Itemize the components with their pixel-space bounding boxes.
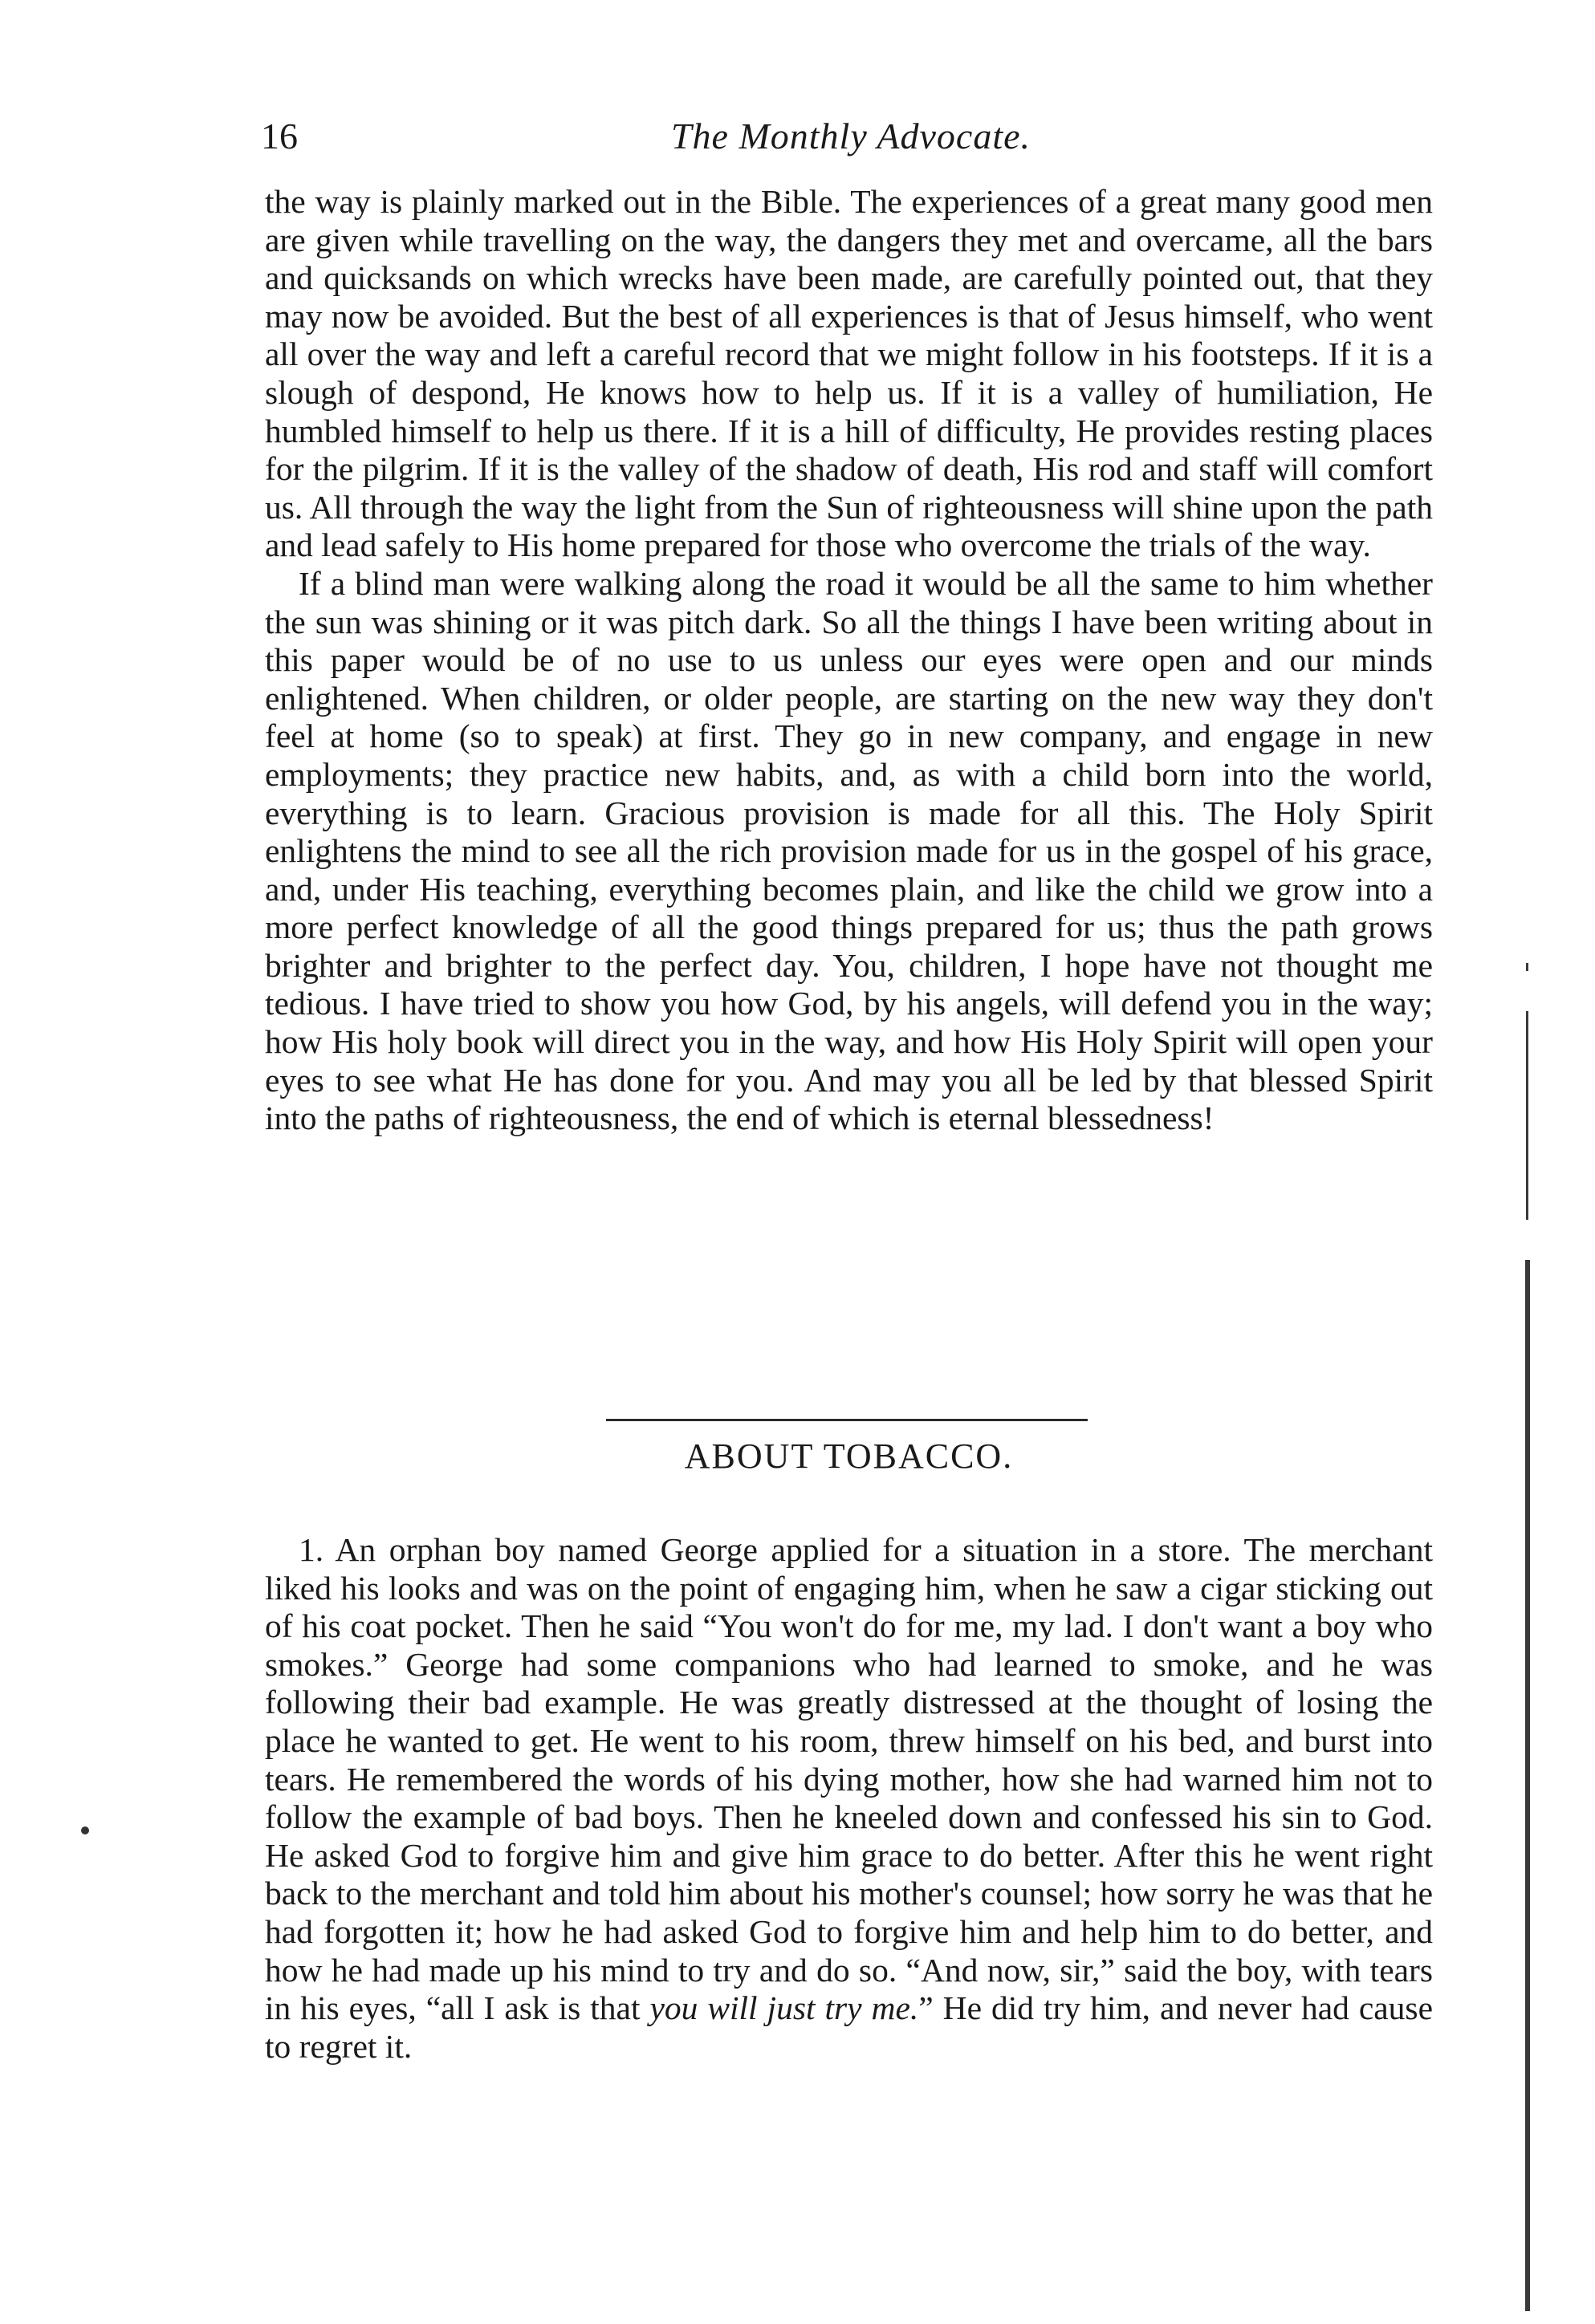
margin-dot bbox=[81, 1826, 89, 1834]
running-head bbox=[261, 112, 1441, 160]
section-divider bbox=[606, 1419, 1088, 1421]
article-paragraph: the way is plainly marked out in the Bible. The experiences of a great many good men are given while travelling on the way, the dangers they met and overcame, all the bars and quicksands on which wrecks have been made, are carefully pointed out, that they may now be avoided. But the best of all experiences is that of Jesus himself, who went all over the way and left a careful record that we might follow in his footsteps. If it is a slough of despond, He knows how to help us. If it is a valley of humiliation, He humbled himself to help us there. If it is a hill of difficulty, He provides resting places for the pilgrim. If it is the valley of the shadow of death, His rod and staff will comfort us. All through the way the light from the Sun of righteousness will shine upon the path and lead safely to His home prepared for those who overcome the trials of the way. bbox=[265, 183, 1433, 564]
paragraph-text-end: ” He did try him, and never had cause to regret it. bbox=[265, 1989, 1433, 2065]
section-paragraph bbox=[265, 1531, 1433, 2066]
paragraph-text: 1. An orphan boy named George applied for a situation in a store. The merchant liked his looks and was on the point of engaging him, when he saw a cigar sticking out of his coat pocket. Then he said “You won't do for me, my lad. I don't want a boy who smokes.” George had some companions who had learned to smoke, and he was following their bad example. He was greatly distressed at the thought of losing the place he wanted to get. He went to his room, threw himself on his bed, and burst into tears. He remembered the words of his dying mother, how she had warned him not to follow the example of bad boys. Then he kneeled down and confessed his sin to God. He asked God to forgive him and give him grace to do better. After this he went right back to the merchant and told him about his mother's counsel; how sorry he was that he had forgotten it; how he had asked God to forgive him and help him to do better, and how he had made up his mind to try and do so. “And now, sir,” said the boy, with tears in his eyes, “all I ask is that bbox=[265, 1531, 1433, 2027]
binding-mark bbox=[1526, 963, 1528, 971]
page-number: 16 bbox=[261, 116, 298, 156]
section-body bbox=[265, 1531, 1433, 2066]
binding-mark bbox=[1525, 1260, 1530, 2311]
journal-title: The Monthly Advocate. bbox=[670, 116, 1031, 156]
binding-mark bbox=[1526, 1011, 1528, 1220]
italic-phrase: you will just try me. bbox=[649, 1989, 919, 2027]
continued-article bbox=[265, 183, 1433, 1138]
article-paragraph: If a blind man were walking along the road it would be all the same to him whether the sun was shining or it was pitch dark. So all the things I have been writing about in this paper would be of no use to us unless our eyes were open and our minds enlightened. When children, or older people, are starting on the new way they don't feel at home (so to speak) at first. They go in new company, and engage in new employments; they practice new habits, and, as with a child born into the world, everything is to learn. Gracious provision is made for all this. The Holy Spirit enlightens the mind to see all the rich provision made for us in the gospel of his grace, and, under His teaching, everything becomes plain, and like the child we grow into a more perfect knowledge of all the good things prepared for us; thus the path grows brighter and brighter to the perfect day. You, children, I hope have not thought me tedious. I have tried to show you how God, by his angels, will defend you in the way; how His holy book will direct you in the way, and how His Holy Spirit will open your eyes to see what He has done for you. And may you all be led by that blessed Spirit into the paths of righteousness, the end of which is eternal blessedness! bbox=[265, 564, 1433, 1137]
section-title: ABOUT TOBACCO. bbox=[684, 1436, 1014, 1476]
binding-edge bbox=[1521, 947, 1536, 2311]
